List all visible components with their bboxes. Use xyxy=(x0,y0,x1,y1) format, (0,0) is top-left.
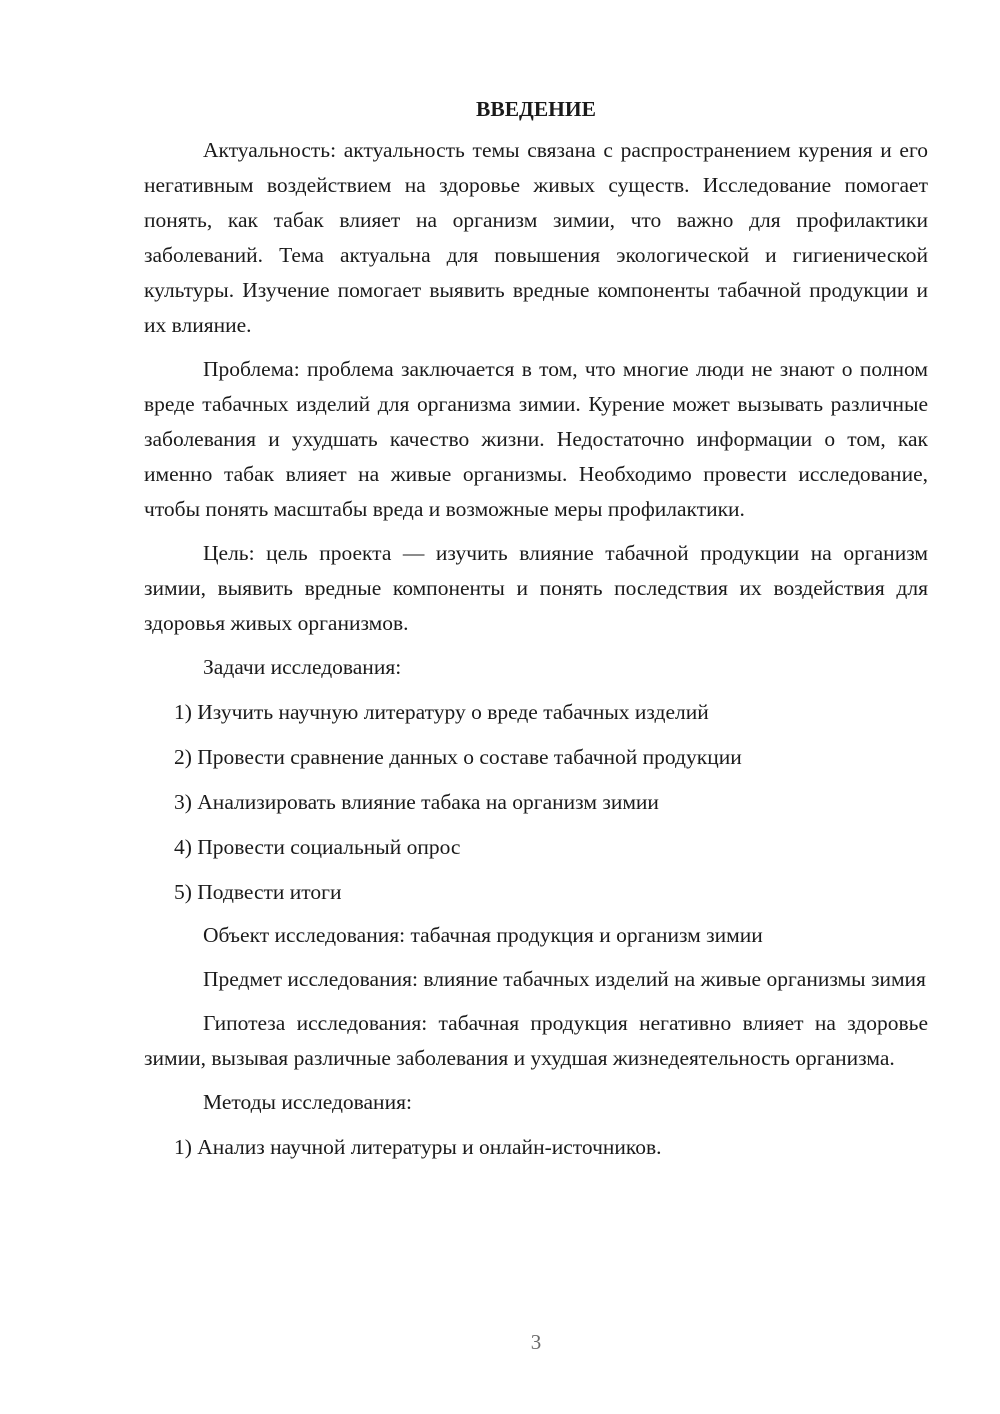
page-number: 3 xyxy=(530,1330,542,1354)
section-heading: ВВЕДЕНИЕ xyxy=(476,97,596,121)
object-paragraph: Объект исследования: табачная продукция и организм зимии xyxy=(203,923,763,947)
subject-paragraph: Предмет исследования: влияние табачных изделий на живые организмы зимия xyxy=(203,967,926,991)
methods-list xyxy=(144,1130,928,1165)
problem-paragraph: Проблема: проблема заключается в том, что многие люди не знают о полном вреде табачных изделий для организма зимии. Курение может вызывать различные заболевания и ухудшать качество жизни. Недостаточно информации о том, как именно табак влияет на живые организмы. Необходимо провести исследование, чтобы понять масштабы вреда и возможные меры профилактики. xyxy=(144,357,928,521)
methods-label: Методы исследования: xyxy=(203,1090,412,1114)
tasks-list xyxy=(144,695,928,910)
document-page xyxy=(144,92,928,1175)
task-item: 1) Изучить научную литературу о вреде табачных изделий xyxy=(174,700,709,724)
relevance-paragraph: Актуальность: актуальность темы связана с распространением курения и его негативным воздействием на здоровье живых существ. Исследование помогает понять, как табак влияет на организм зимии, что важно для профилактики заболеваний. Тема актуальна для повышения экологической и гигиенической культуры. Изучение помогает выявить вредные компоненты табачной продукции и их влияние. xyxy=(144,138,928,337)
task-item: 2) Провести сравнение данных о составе табачной продукции xyxy=(174,745,742,769)
task-item: 5) Подвести итоги xyxy=(174,880,342,904)
task-item: 3) Анализировать влияние табака на организм зимии xyxy=(174,790,659,814)
goal-paragraph: Цель: цель проекта — изучить влияние табачной продукции на организм зимии, выявить вредные компоненты и понять последствия их воздействия для здоровья живых организмов. xyxy=(144,541,928,635)
tasks-label: Задачи исследования: xyxy=(203,655,402,679)
hypothesis-paragraph: Гипотеза исследования: табачная продукция негативно влияет на здоровье зимии, вызывая различные заболевания и ухудшая жизнедеятельность организма. xyxy=(144,1011,928,1070)
method-item: 1) Анализ научной литературы и онлайн-источников. xyxy=(174,1135,662,1159)
task-item: 4) Провести социальный опрос xyxy=(174,835,461,859)
